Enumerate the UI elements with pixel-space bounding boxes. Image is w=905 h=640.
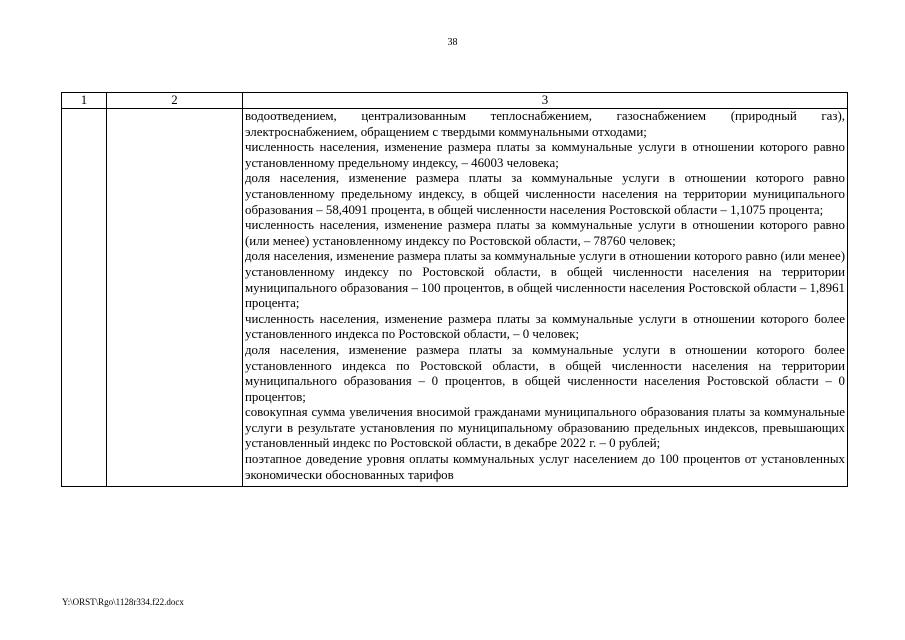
table-row [62,109,848,487]
document-table [61,92,848,487]
paragraph: численность населения, изменение размера платы за коммунальные услуги в отношении которого равно (или менее) установленному индексу по Ростовской области, – 78760 человек; [245,218,845,248]
paragraph: водоотведением, централизованным теплоснабжением, газоснабжением (природный газ), электроснабжением, обращением с твердыми коммунальными отходами; [245,109,845,139]
column-header-2: 2 [107,93,243,109]
paragraph: доля населения, изменение размера платы за коммунальные услуги в отношении которого равно (или менее) установленному индексу по Ростовской области, в общей численности населения на территории муниципального образования – 100 процентов, в общей численности населения Ростовской области – 1,8961 процента; [245,249,845,311]
column-header-3: 3 [243,93,848,109]
cell-col-3 [243,109,848,487]
cell-col-1 [62,109,107,487]
paragraph: численность населения, изменение размера платы за коммунальные услуги в отношении которого равно установленному предельному индексу, – 46003 человека; [245,140,845,170]
paragraph: численность населения, изменение размера платы за коммунальные услуги в отношении которого более установленного индекса по Ростовской области, – 0 человек; [245,311,845,342]
paragraph: доля населения, изменение размера платы за коммунальные услуги в отношении которого равно установленному предельному индексу, в общей численности населения на территории муниципального образования – 58,4091 процента, в общей численности населения Ростовской области – 1,1075 процента; [245,171,845,217]
paragraph: совокупная сумма увеличения вносимой гражданами муниципального образования платы за коммунальные услуги в результате установления по муниципальному образованию предельных индексов, превышающих установленный индекс по Ростовской области, в декабре 2022 г. – 0 рублей; [245,405,845,451]
column-header-1: 1 [62,93,107,109]
table-header-row [62,93,848,109]
footer-file-path: Y:\ORST\Rgo\1128r334.f22.docx [62,597,184,607]
page-number: 38 [447,37,458,48]
cell-col-2 [107,109,243,487]
paragraph: доля населения, изменение размера платы за коммунальные услуги в отношении которого более установленного индекса по Ростовской области, в общей численности населения на территории муниципального образования – 0 процентов, в общей численности населения Ростовской области – 0 процентов; [245,342,845,404]
paragraph: поэтапное доведение уровня оплаты коммунальных услуг населением до 100 процентов от установленных экономически обоснованных тарифов [245,452,845,482]
